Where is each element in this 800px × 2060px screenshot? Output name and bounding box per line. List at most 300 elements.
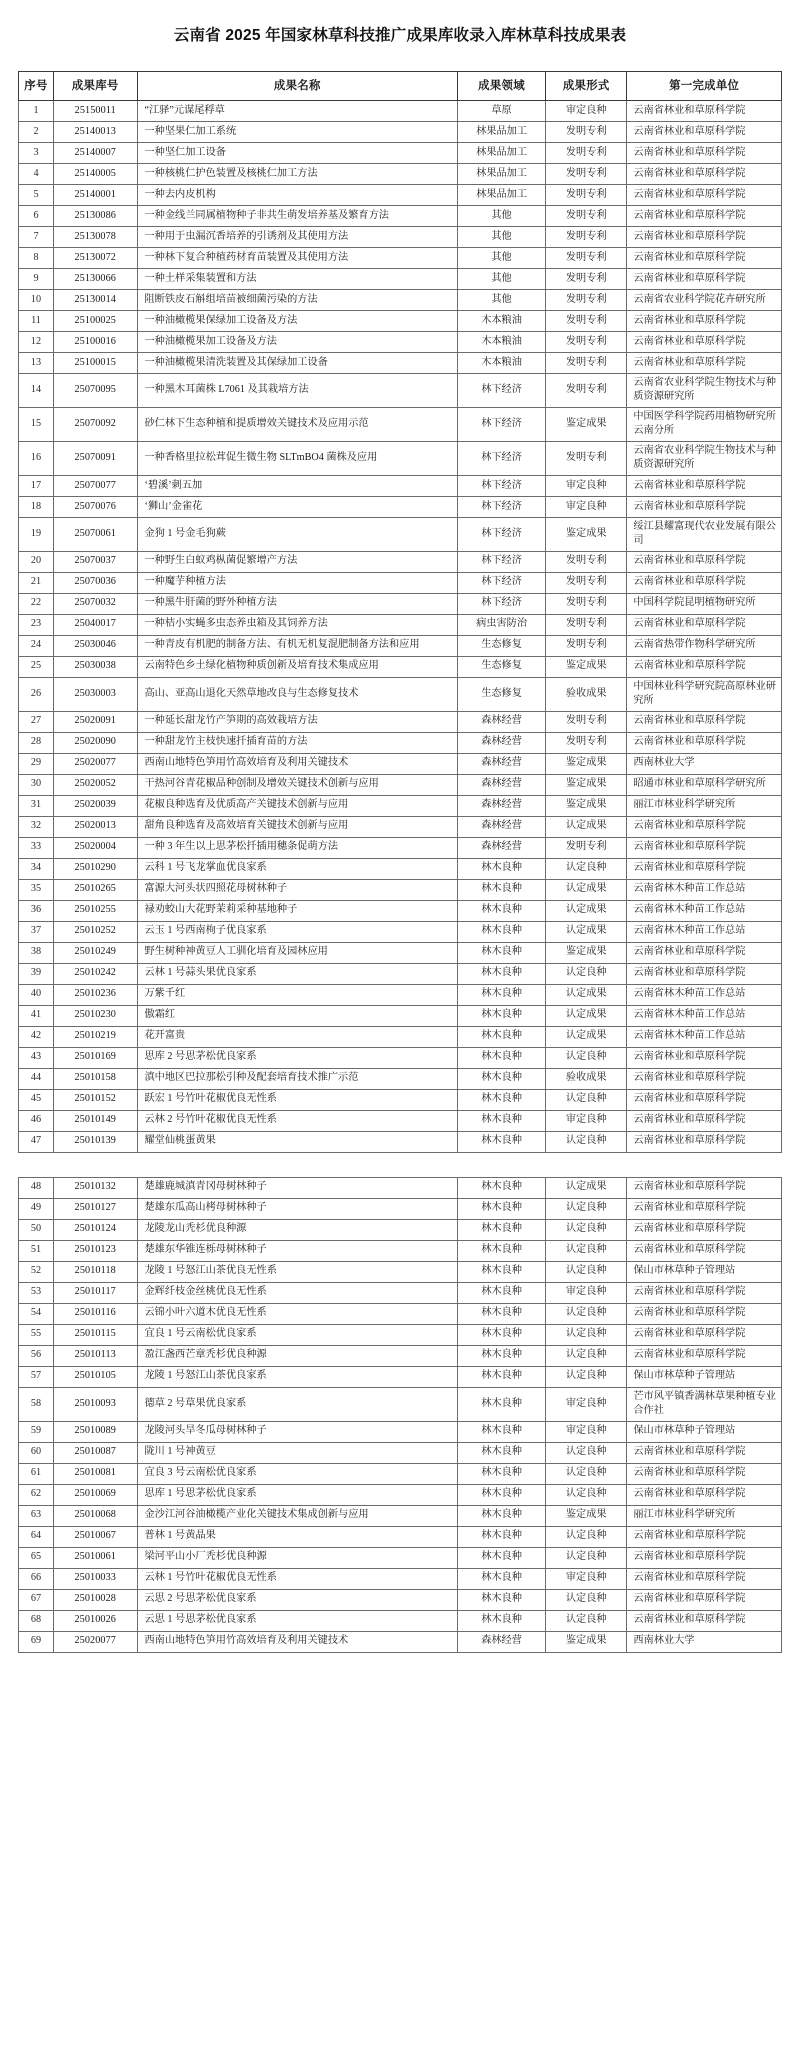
- cell-unit: 云南省林业和草原科学院: [627, 1484, 782, 1505]
- cell-field: 林果品加工: [458, 142, 546, 163]
- table-row: [19, 816, 782, 837]
- cell-code: 25010158: [53, 1068, 137, 1089]
- cell-field: 生态修复: [458, 635, 546, 656]
- cell-idx: 13: [19, 352, 54, 373]
- cell-name: 一种坚仁加工设备: [137, 142, 458, 163]
- cell-code: 25100025: [53, 310, 137, 331]
- cell-name: 一种甜龙竹主枝快速扦插育苗的方法: [137, 732, 458, 753]
- cell-name: 一种 3 年生以上思茅松扦插用穗条促萌方法: [137, 837, 458, 858]
- cell-idx: 41: [19, 1005, 54, 1026]
- table-row: [19, 656, 782, 677]
- cell-field: 林果品加工: [458, 163, 546, 184]
- cell-unit: 保山市林草种子管理站: [627, 1421, 782, 1442]
- cell-form: 发明专利: [546, 121, 627, 142]
- table-row: [19, 1345, 782, 1366]
- table-row: [19, 289, 782, 310]
- cell-form: 认定成果: [546, 921, 627, 942]
- cell-form: 审定良种: [546, 1421, 627, 1442]
- cell-name: 一种金线兰同属植物种子非共生萌发培养基及繁育方法: [137, 205, 458, 226]
- cell-field: 林木良种: [458, 1303, 546, 1324]
- cell-form: 认定良种: [546, 1484, 627, 1505]
- cell-form: 鉴定成果: [546, 1505, 627, 1526]
- table-row: [19, 1131, 782, 1152]
- cell-field: 林木良种: [458, 1047, 546, 1068]
- cell-unit: 保山市林草种子管理站: [627, 1366, 782, 1387]
- cell-unit: 云南省林业和草原科学院: [627, 1526, 782, 1547]
- cell-form: 认定成果: [546, 1005, 627, 1026]
- cell-idx: 47: [19, 1131, 54, 1152]
- cell-code: 25010255: [53, 900, 137, 921]
- table-row: [19, 184, 782, 205]
- cell-unit: 云南省林木种苗工作总站: [627, 1005, 782, 1026]
- cell-idx: 54: [19, 1303, 54, 1324]
- results-table: [18, 71, 782, 1153]
- cell-code: 25030046: [53, 635, 137, 656]
- cell-form: 鉴定成果: [546, 774, 627, 795]
- cell-form: 发明专利: [546, 711, 627, 732]
- column-header-form: 成果形式: [546, 71, 627, 100]
- cell-name: 楚雄东华锥连栎母树林种子: [137, 1240, 458, 1261]
- cell-code: 25130086: [53, 205, 137, 226]
- cell-name: 一种青皮有机肥的制备方法、有机无机复混肥制备方法和应用: [137, 635, 458, 656]
- cell-field: 生态修复: [458, 656, 546, 677]
- table-row: [19, 1177, 782, 1198]
- cell-name: “江驿”元谋尾稃草: [137, 100, 458, 121]
- table-row: [19, 795, 782, 816]
- cell-idx: 29: [19, 753, 54, 774]
- cell-unit: 云南省林业和草原科学院: [627, 963, 782, 984]
- cell-name: 花椒良种选育及优质高产关键技术创新与应用: [137, 795, 458, 816]
- cell-name: 一种油橄榄果加工设备及方法: [137, 331, 458, 352]
- cell-idx: 57: [19, 1366, 54, 1387]
- cell-field: 林木良种: [458, 1442, 546, 1463]
- table-row: [19, 1610, 782, 1631]
- table-row: [19, 441, 782, 475]
- cell-name: 龙陵 1 号怒江山茶优良无性系: [137, 1261, 458, 1282]
- cell-code: 25010265: [53, 879, 137, 900]
- cell-idx: 5: [19, 184, 54, 205]
- table-row: [19, 753, 782, 774]
- cell-unit: 云南省林业和草原科学院: [627, 858, 782, 879]
- table-row: [19, 572, 782, 593]
- cell-idx: 2: [19, 121, 54, 142]
- cell-form: 发明专利: [546, 205, 627, 226]
- table-row: [19, 593, 782, 614]
- table-row: [19, 614, 782, 635]
- cell-form: 审定良种: [546, 475, 627, 496]
- cell-idx: 24: [19, 635, 54, 656]
- cell-idx: 34: [19, 858, 54, 879]
- cell-name: 花开富贵: [137, 1026, 458, 1047]
- cell-unit: 保山市林草种子管理站: [627, 1261, 782, 1282]
- cell-unit: 云南省农业科学院生物技术与种质资源研究所: [627, 373, 782, 407]
- cell-unit: 云南省林业和草原科学院: [627, 1131, 782, 1152]
- cell-form: 认定良种: [546, 1463, 627, 1484]
- results-table-block-1: [0, 71, 800, 1153]
- cell-form: 认定成果: [546, 1177, 627, 1198]
- table-row: [19, 711, 782, 732]
- cell-form: 认定良种: [546, 1526, 627, 1547]
- cell-unit: 云南省林业和草原科学院: [627, 226, 782, 247]
- table-row: [19, 879, 782, 900]
- table-row: [19, 1219, 782, 1240]
- cell-name: 普林 1 号黄晶果: [137, 1526, 458, 1547]
- cell-field: 其他: [458, 268, 546, 289]
- cell-unit: 中国科学院昆明植物研究所: [627, 593, 782, 614]
- table-row: [19, 635, 782, 656]
- cell-form: 认定良种: [546, 1547, 627, 1568]
- cell-code: 25010290: [53, 858, 137, 879]
- cell-field: 林木良种: [458, 1324, 546, 1345]
- cell-form: 鉴定成果: [546, 517, 627, 551]
- cell-name: 陇川 1 号神黄豆: [137, 1442, 458, 1463]
- cell-unit: 云南省林业和草原科学院: [627, 1047, 782, 1068]
- cell-code: 25040017: [53, 614, 137, 635]
- page-footer-space: [0, 1653, 800, 1803]
- cell-field: 森林经营: [458, 711, 546, 732]
- table-row: [19, 1240, 782, 1261]
- cell-name: 滇中地区巴拉那松引种及配套培育技术推广示范: [137, 1068, 458, 1089]
- cell-idx: 23: [19, 614, 54, 635]
- cell-field: 林下经济: [458, 496, 546, 517]
- cell-code: 25130078: [53, 226, 137, 247]
- cell-code: 25030003: [53, 677, 137, 711]
- column-header-index: 序号: [19, 71, 54, 100]
- cell-form: 鉴定成果: [546, 795, 627, 816]
- cell-field: 林木良种: [458, 984, 546, 1005]
- cell-code: 25070037: [53, 551, 137, 572]
- cell-field: 森林经营: [458, 1631, 546, 1652]
- table-header: [19, 71, 782, 100]
- cell-idx: 26: [19, 677, 54, 711]
- cell-name: 一种黑牛肝菌的野外种植方法: [137, 593, 458, 614]
- cell-code: 25010132: [53, 1177, 137, 1198]
- cell-idx: 66: [19, 1568, 54, 1589]
- cell-code: 25010115: [53, 1324, 137, 1345]
- table-row: [19, 732, 782, 753]
- cell-code: 25010069: [53, 1484, 137, 1505]
- cell-idx: 49: [19, 1198, 54, 1219]
- cell-form: 认定成果: [546, 879, 627, 900]
- cell-form: 认定良种: [546, 1240, 627, 1261]
- cell-field: 林木良种: [458, 1589, 546, 1610]
- cell-idx: 51: [19, 1240, 54, 1261]
- cell-code: 25010169: [53, 1047, 137, 1068]
- cell-name: 一种油橄榄果保绿加工设备及方法: [137, 310, 458, 331]
- cell-field: 林果品加工: [458, 121, 546, 142]
- cell-form: 认定良种: [546, 1047, 627, 1068]
- cell-idx: 22: [19, 593, 54, 614]
- cell-form: 发明专利: [546, 268, 627, 289]
- cell-code: 25010081: [53, 1463, 137, 1484]
- cell-unit: 云南省林业和草原科学院: [627, 732, 782, 753]
- cell-code: 25020090: [53, 732, 137, 753]
- cell-form: 认定良种: [546, 1219, 627, 1240]
- cell-unit: 云南省林业和草原科学院: [627, 1089, 782, 1110]
- cell-code: 25010089: [53, 1421, 137, 1442]
- cell-unit: 云南省林业和草原科学院: [627, 1198, 782, 1219]
- cell-unit: 云南省林业和草原科学院: [627, 1345, 782, 1366]
- cell-idx: 45: [19, 1089, 54, 1110]
- cell-form: 鉴定成果: [546, 753, 627, 774]
- cell-code: 25020077: [53, 1631, 137, 1652]
- cell-code: 25010093: [53, 1387, 137, 1421]
- cell-name: 宜良 3 号云南松优良家系: [137, 1463, 458, 1484]
- cell-idx: 58: [19, 1387, 54, 1421]
- cell-field: 木本粮油: [458, 352, 546, 373]
- cell-code: 25010117: [53, 1282, 137, 1303]
- cell-field: 森林经营: [458, 816, 546, 837]
- cell-code: 25010252: [53, 921, 137, 942]
- cell-idx: 40: [19, 984, 54, 1005]
- cell-unit: 西南林业大学: [627, 753, 782, 774]
- cell-name: 云思 2 号思茅松优良家系: [137, 1589, 458, 1610]
- table-row: [19, 1110, 782, 1131]
- cell-form: 认定良种: [546, 858, 627, 879]
- table-row: [19, 205, 782, 226]
- cell-unit: 云南省林业和草原科学院: [627, 268, 782, 289]
- cell-idx: 61: [19, 1463, 54, 1484]
- cell-name: 一种用于虫漏沉香培养的引诱剂及其使用方法: [137, 226, 458, 247]
- table-row: [19, 1303, 782, 1324]
- cell-name: 思库 2 号思茅松优良家系: [137, 1047, 458, 1068]
- table-row: [19, 942, 782, 963]
- cell-field: 林木良种: [458, 1131, 546, 1152]
- cell-form: 审定良种: [546, 1568, 627, 1589]
- cell-name: 干热河谷青花椒品种创制及增效关键技术创新与应用: [137, 774, 458, 795]
- cell-idx: 39: [19, 963, 54, 984]
- cell-unit: 云南省农业科学院花卉研究所: [627, 289, 782, 310]
- cell-unit: 云南省林业和草原科学院: [627, 656, 782, 677]
- table-row: [19, 1421, 782, 1442]
- table-body: [19, 100, 782, 1152]
- table-row: [19, 963, 782, 984]
- cell-code: 25020052: [53, 774, 137, 795]
- cell-name: 一种坚果仁加工系统: [137, 121, 458, 142]
- cell-code: 25010028: [53, 1589, 137, 1610]
- cell-form: 审定良种: [546, 1282, 627, 1303]
- table-row: [19, 475, 782, 496]
- cell-name: 一种香格里拉松茸促生微生物 SLTmBO4 菌株及应用: [137, 441, 458, 475]
- cell-idx: 48: [19, 1177, 54, 1198]
- cell-form: 发明专利: [546, 572, 627, 593]
- cell-idx: 8: [19, 247, 54, 268]
- cell-code: 25070032: [53, 593, 137, 614]
- table-row: [19, 121, 782, 142]
- cell-field: 森林经营: [458, 837, 546, 858]
- cell-name: 耀堂仙桃蛋黄果: [137, 1131, 458, 1152]
- cell-unit: 丽江市林业科学研究所: [627, 1505, 782, 1526]
- table-row: [19, 837, 782, 858]
- cell-form: 发明专利: [546, 373, 627, 407]
- cell-unit: 云南省林业和草原科学院: [627, 942, 782, 963]
- cell-unit: 云南省林业和草原科学院: [627, 1110, 782, 1131]
- cell-idx: 60: [19, 1442, 54, 1463]
- cell-form: 审定良种: [546, 496, 627, 517]
- cell-idx: 44: [19, 1068, 54, 1089]
- table-row: [19, 1068, 782, 1089]
- cell-idx: 59: [19, 1421, 54, 1442]
- cell-code: 25010149: [53, 1110, 137, 1131]
- cell-name: 西南山地特色笋用竹高效培育及利用关键技术: [137, 753, 458, 774]
- table-row: [19, 1282, 782, 1303]
- table-row: [19, 331, 782, 352]
- cell-form: 发明专利: [546, 142, 627, 163]
- cell-name: 富源大河头状四照花母树林种子: [137, 879, 458, 900]
- cell-idx: 3: [19, 142, 54, 163]
- cell-code: 25100015: [53, 352, 137, 373]
- cell-idx: 69: [19, 1631, 54, 1652]
- cell-name: 金狗 1 号金毛狗蕨: [137, 517, 458, 551]
- cell-field: 林下经济: [458, 441, 546, 475]
- table-row: [19, 1198, 782, 1219]
- cell-code: 25130066: [53, 268, 137, 289]
- cell-code: 25070091: [53, 441, 137, 475]
- cell-name: 云科 1 号飞龙掌血优良家系: [137, 858, 458, 879]
- cell-idx: 12: [19, 331, 54, 352]
- cell-code: 25010033: [53, 1568, 137, 1589]
- table-row: [19, 1005, 782, 1026]
- cell-form: 发明专利: [546, 635, 627, 656]
- cell-code: 25010068: [53, 1505, 137, 1526]
- cell-name: 云林 1 号竹叶花椒优良无性系: [137, 1568, 458, 1589]
- table-row: [19, 1547, 782, 1568]
- cell-idx: 36: [19, 900, 54, 921]
- cell-unit: 中国林业科学研究院高原林业研究所: [627, 677, 782, 711]
- cell-idx: 25: [19, 656, 54, 677]
- cell-form: 认定良种: [546, 1131, 627, 1152]
- table-row: [19, 496, 782, 517]
- cell-field: 林木良种: [458, 1568, 546, 1589]
- column-header-unit: 第一完成单位: [627, 71, 782, 100]
- cell-unit: 云南省林业和草原科学院: [627, 1219, 782, 1240]
- cell-idx: 14: [19, 373, 54, 407]
- cell-form: 发明专利: [546, 614, 627, 635]
- cell-unit: 云南省林业和草原科学院: [627, 310, 782, 331]
- cell-idx: 38: [19, 942, 54, 963]
- cell-name: 德草 2 号草果优良家系: [137, 1387, 458, 1421]
- cell-unit: 云南省林业和草原科学院: [627, 331, 782, 352]
- cell-code: 25010123: [53, 1240, 137, 1261]
- cell-field: 林木良种: [458, 1261, 546, 1282]
- cell-code: 25010113: [53, 1345, 137, 1366]
- cell-idx: 19: [19, 517, 54, 551]
- cell-name: 金辉纤枝金丝桃优良无性系: [137, 1282, 458, 1303]
- cell-name: 傲霜红: [137, 1005, 458, 1026]
- cell-code: 25140001: [53, 184, 137, 205]
- cell-code: 25020039: [53, 795, 137, 816]
- cell-name: 云林 2 号竹叶花椒优良无性系: [137, 1110, 458, 1131]
- table-row: [19, 551, 782, 572]
- cell-idx: 43: [19, 1047, 54, 1068]
- table-row: [19, 677, 782, 711]
- cell-unit: 云南省林业和草原科学院: [627, 496, 782, 517]
- cell-code: 25010061: [53, 1547, 137, 1568]
- cell-code: 25010067: [53, 1526, 137, 1547]
- cell-unit: 云南省林业和草原科学院: [627, 121, 782, 142]
- cell-name: 楚雄鹿城滇青冈母树林种子: [137, 1177, 458, 1198]
- table-row: [19, 774, 782, 795]
- cell-unit: 云南省林业和草原科学院: [627, 816, 782, 837]
- cell-unit: 云南省林业和草原科学院: [627, 551, 782, 572]
- cell-field: 森林经营: [458, 732, 546, 753]
- cell-form: 认定良种: [546, 1303, 627, 1324]
- cell-code: 25020091: [53, 711, 137, 732]
- cell-form: 发明专利: [546, 352, 627, 373]
- cell-code: 25020013: [53, 816, 137, 837]
- cell-code: 25130014: [53, 289, 137, 310]
- cell-idx: 50: [19, 1219, 54, 1240]
- cell-field: 林木良种: [458, 1282, 546, 1303]
- cell-name: 盈江盏西芒章秃杉优良种源: [137, 1345, 458, 1366]
- table-row: [19, 517, 782, 551]
- cell-field: 林木良种: [458, 1366, 546, 1387]
- cell-field: 其他: [458, 289, 546, 310]
- cell-unit: 云南省林业和草原科学院: [627, 1282, 782, 1303]
- cell-name: 金沙江河谷油橄榄产业化关键技术集成创新与应用: [137, 1505, 458, 1526]
- cell-idx: 15: [19, 407, 54, 441]
- cell-unit: 云南省林业和草原科学院: [627, 614, 782, 635]
- cell-name: 思库 1 号思茅松优良家系: [137, 1484, 458, 1505]
- cell-idx: 9: [19, 268, 54, 289]
- cell-form: 认定成果: [546, 1026, 627, 1047]
- cell-name: 甜角良种选育及高效培育关键技术创新与应用: [137, 816, 458, 837]
- cell-name: 禄劝蛟山大花野茉莉采种基地种子: [137, 900, 458, 921]
- table-row: [19, 900, 782, 921]
- cell-form: 发明专利: [546, 441, 627, 475]
- cell-unit: 西南林业大学: [627, 1631, 782, 1652]
- cell-field: 其他: [458, 205, 546, 226]
- table-row: [19, 373, 782, 407]
- cell-code: 25010242: [53, 963, 137, 984]
- cell-field: 林木良种: [458, 858, 546, 879]
- cell-form: 发明专利: [546, 331, 627, 352]
- cell-unit: 云南省林业和草原科学院: [627, 1589, 782, 1610]
- table-row: [19, 1568, 782, 1589]
- cell-idx: 21: [19, 572, 54, 593]
- table-row: [19, 100, 782, 121]
- cell-field: 草原: [458, 100, 546, 121]
- cell-code: 25030038: [53, 656, 137, 677]
- cell-name: 一种魔芋种植方法: [137, 572, 458, 593]
- cell-unit: 中国医学科学院药用植物研究所云南分所: [627, 407, 782, 441]
- cell-unit: 云南省林木种苗工作总站: [627, 879, 782, 900]
- cell-form: 鉴定成果: [546, 1631, 627, 1652]
- cell-name: 一种去内皮机构: [137, 184, 458, 205]
- cell-unit: 云南省林木种苗工作总站: [627, 984, 782, 1005]
- table-row: [19, 921, 782, 942]
- cell-unit: 云南省农业科学院生物技术与种质资源研究所: [627, 441, 782, 475]
- cell-form: 审定良种: [546, 1110, 627, 1131]
- cell-code: 25010230: [53, 1005, 137, 1026]
- cell-code: 25010087: [53, 1442, 137, 1463]
- cell-field: 林木良种: [458, 1026, 546, 1047]
- cell-code: 25010105: [53, 1366, 137, 1387]
- cell-code: 25010127: [53, 1198, 137, 1219]
- table-body-continued: [19, 1177, 782, 1652]
- cell-unit: 云南省林业和草原科学院: [627, 205, 782, 226]
- cell-code: 25140007: [53, 142, 137, 163]
- cell-field: 林木良种: [458, 1526, 546, 1547]
- table-row: [19, 142, 782, 163]
- cell-unit: 云南省林业和草原科学院: [627, 1463, 782, 1484]
- cell-idx: 18: [19, 496, 54, 517]
- cell-idx: 65: [19, 1547, 54, 1568]
- table-row: [19, 1589, 782, 1610]
- table-row: [19, 1026, 782, 1047]
- cell-idx: 64: [19, 1526, 54, 1547]
- cell-unit: 云南省林业和草原科学院: [627, 711, 782, 732]
